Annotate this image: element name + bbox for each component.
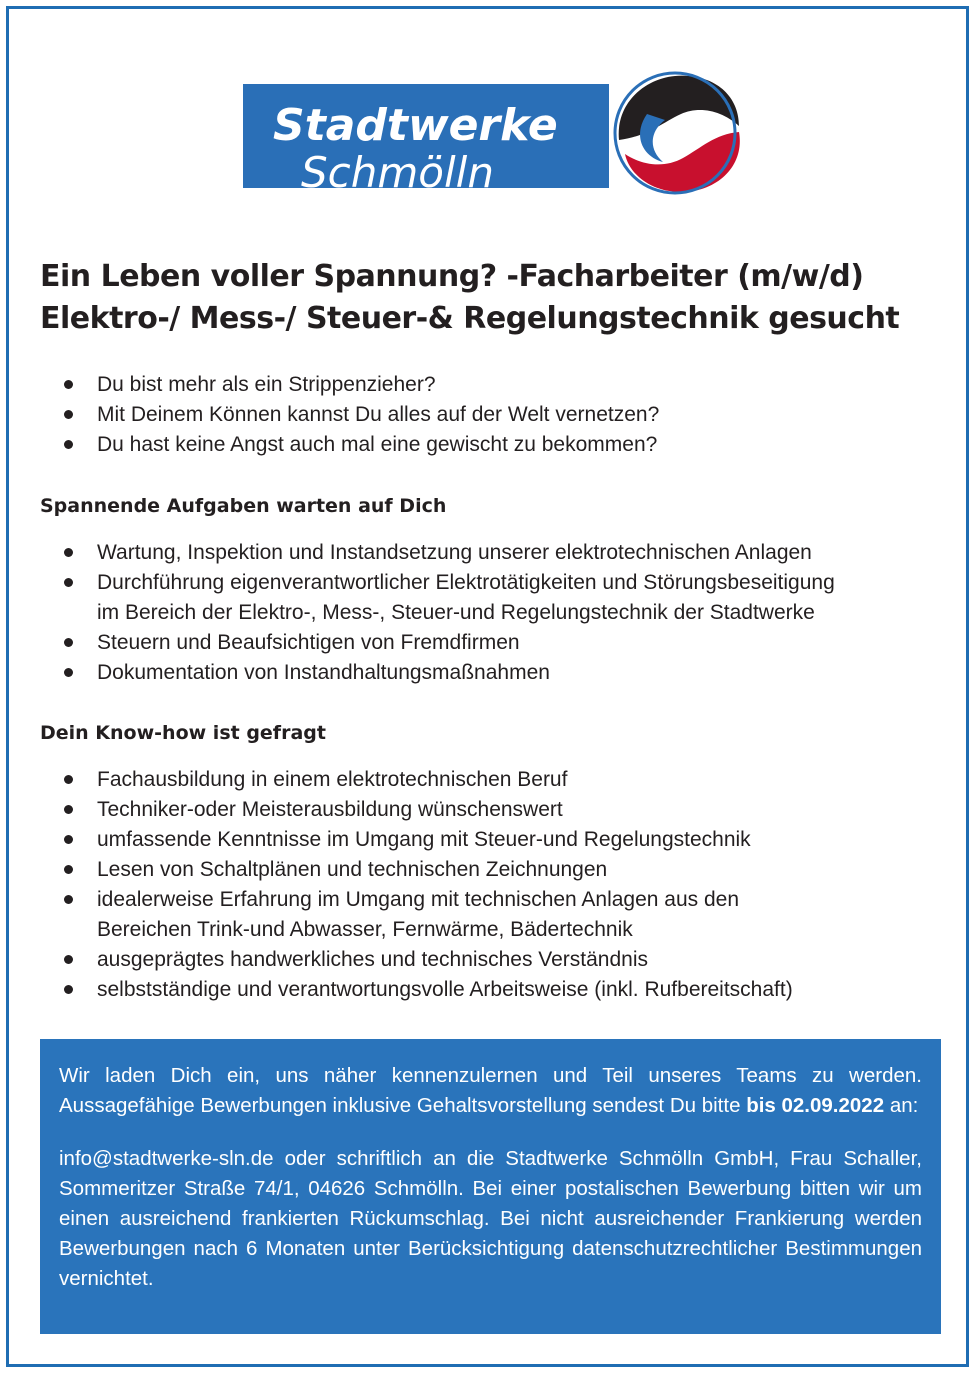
list-item (0, 538, 960, 568)
bullet-icon (64, 380, 73, 389)
list-item-text: idealerweise Erfahrung im Umgang mit technischen Anlagen aus den (97, 888, 740, 911)
list-item-text: Dokumentation von Instandhaltungsmaßnahmen (97, 661, 550, 684)
job-headline (40, 256, 945, 340)
list-item (0, 430, 960, 460)
logo-swirl-icon (589, 70, 751, 197)
bullet-icon (64, 668, 73, 677)
list-item-text: Mit Deinem Können kannst Du alles auf der Welt vernetzen? (97, 403, 660, 426)
logo-text-line2: Schmölln (301, 148, 494, 197)
bullet-icon (64, 805, 73, 814)
list-item-text: selbstständige und verantwortungsvolle Arbeitsweise (inkl. Rufbereitschaft) (97, 978, 793, 1001)
list-item-text: Techniker-oder Meisterausbildung wünschenswert (97, 798, 563, 821)
headline-line2: Elektro-/ Mess-/ Steuer-& Regelungstechnik gesucht (40, 301, 900, 336)
bullet-icon (64, 835, 73, 844)
list-item (0, 855, 960, 885)
bullet-icon (64, 410, 73, 419)
list-item (0, 658, 960, 688)
knowhow-heading: Dein Know-how ist gefragt (40, 722, 326, 744)
bullet-icon (64, 440, 73, 449)
tasks-list (0, 538, 960, 688)
invitation-paragraph (59, 1061, 922, 1121)
contact-text: oder schriftlich an die Stadtwerke Schmölln GmbH, Frau Schaller, Sommeritzer Straße 74/1, 04626 Schmölln. Bei einer postalischen Bewerbung bitten wir um einen ausreichend frankierten Rückumschlag. Bei nicht ausreichender Frankierung werden Bewerbungen nach 6 Monaten unter Berücksichtigung datenschutzrechtlicher Bestimmungen vernichtet. (59, 1147, 922, 1290)
list-item-text-continued: im Bereich der Elektro-, Mess-, Steuer-und Regelungstechnik der Stadtwerke (97, 601, 815, 624)
list-item-text: Du bist mehr als ein Strippenzieher? (97, 373, 436, 396)
list-item (0, 825, 960, 855)
bullet-icon (64, 985, 73, 994)
application-info-box (40, 1039, 941, 1334)
list-item (0, 885, 960, 945)
bullet-icon (64, 895, 73, 904)
list-item-text-continued: Bereichen Trink-und Abwasser, Fernwärme, Bädertechnik (97, 918, 633, 941)
list-item (0, 975, 960, 1005)
invitation-end: an: (889, 1094, 919, 1117)
invitation-text: Wir laden Dich ein, uns näher kennenzulernen und Teil unseres Teams zu werden. Aussagefähige Bewerbungen inklusive Gehaltsvorstellung sendest Du bitte (59, 1064, 922, 1117)
knowhow-list (0, 765, 960, 1005)
list-item-text: Fachausbildung in einem elektrotechnischen Beruf (97, 768, 568, 791)
logo-text-line1: Stadtwerke (273, 100, 558, 151)
list-item (0, 945, 960, 975)
bullet-icon (64, 548, 73, 557)
list-item (0, 400, 960, 430)
bullet-icon (64, 865, 73, 874)
contact-paragraph (59, 1144, 922, 1294)
intro-list (0, 370, 960, 460)
list-item-text: Durchführung eigenverantwortlicher Elektrotätigkeiten und Störungsbeseitigung (97, 571, 835, 594)
bullet-icon (64, 775, 73, 784)
list-item-text: Lesen von Schaltplänen und technischen Zeichnungen (97, 858, 608, 881)
logo-box (243, 84, 609, 197)
tasks-heading: Spannende Aufgaben warten auf Dich (40, 495, 447, 517)
application-deadline: bis 02.09.2022 (746, 1094, 885, 1117)
bullet-icon (64, 578, 73, 587)
list-item-text: Du hast keine Angst auch mal eine gewischt zu bekommen? (97, 433, 658, 456)
list-item-text: ausgeprägtes handwerkliches und technisches Verständnis (97, 948, 649, 971)
list-item (0, 795, 960, 825)
list-item (0, 628, 960, 658)
list-item (0, 370, 960, 400)
list-item (0, 765, 960, 795)
bullet-icon (64, 955, 73, 964)
list-item-text: Wartung, Inspektion und Instandsetzung unserer elektrotechnischen Anlagen (97, 541, 812, 564)
bullet-icon (64, 638, 73, 647)
company-logo (243, 70, 751, 197)
list-item-text: umfassende Kenntnisse im Umgang mit Steuer-und Regelungstechnik (97, 828, 751, 851)
list-item-text: Steuern und Beaufsichtigen von Fremdfirmen (97, 631, 520, 654)
headline-line1: Ein Leben voller Spannung? -Facharbeiter (m/w/d) (40, 259, 864, 294)
list-item (0, 568, 960, 628)
contact-email-link[interactable]: info@stadtwerke-sln.de (59, 1147, 274, 1170)
